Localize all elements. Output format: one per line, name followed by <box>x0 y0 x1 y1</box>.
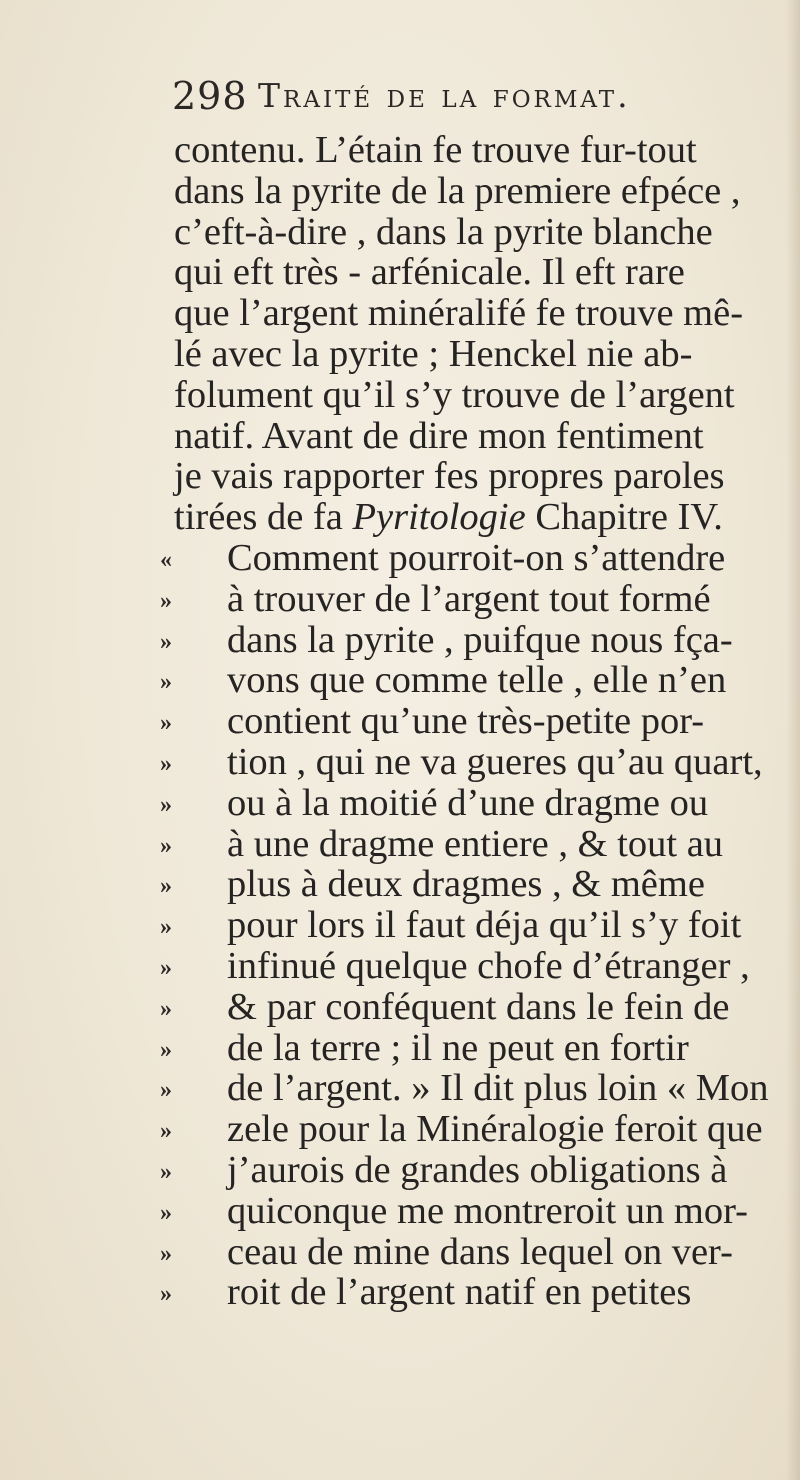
page-number: 298 <box>172 74 248 118</box>
text-line <box>0 1150 800 1191</box>
line-text-main: ceau de mine dans lequel on ver- <box>227 1230 733 1273</box>
running-header <box>172 66 772 130</box>
text-line <box>0 1028 800 1069</box>
line-text-main: pour lors il faut déja qu’il s’y foit <box>227 904 742 947</box>
line-text <box>227 987 729 1028</box>
text-line <box>0 987 800 1028</box>
quotation-mark: » <box>160 710 172 737</box>
line-text <box>227 538 725 579</box>
line-text-main: tirées de fa <box>174 496 353 539</box>
line-text-main: c’eft-à-dire , dans la pyrite blanche <box>174 210 713 253</box>
line-text <box>174 497 723 538</box>
text-line <box>0 1068 800 1109</box>
text-line <box>0 1109 800 1150</box>
line-text <box>227 905 741 946</box>
line-text <box>174 375 735 416</box>
line-text-main: de l’argent. » Il dit plus loin « Mon <box>227 1067 769 1110</box>
text-line <box>0 416 800 457</box>
line-text <box>227 1272 691 1313</box>
line-text-main: que l’argent minéralifé fe trouve mê- <box>174 292 744 335</box>
quotation-mark: » <box>160 750 172 777</box>
line-text-main: Comment pourroit-on s’attendre <box>227 536 726 579</box>
line-text-main: j’aurois de grandes obligations à <box>227 1148 728 1191</box>
text-line <box>0 905 800 946</box>
line-text <box>227 824 723 865</box>
text-line <box>0 497 800 538</box>
line-text-main: infinué quelque chofe d’étranger , <box>227 944 750 987</box>
line-text-main: natif. Avant de dire mon fentiment <box>174 414 704 457</box>
line-text-main: ou à la moitié d’une dragme ou <box>227 781 709 824</box>
line-text <box>227 783 708 824</box>
text-line <box>0 252 800 293</box>
quotation-mark: » <box>160 873 172 900</box>
line-text-main: à une dragme entiere , & tout au <box>227 822 724 865</box>
text-line <box>0 456 800 497</box>
text-line <box>0 538 800 579</box>
text-line <box>0 171 800 212</box>
line-text-main: lé avec la pyrite ; Henckel nie ab- <box>174 332 693 375</box>
text-line <box>0 946 800 987</box>
quotation-mark: » <box>160 1036 172 1063</box>
line-text <box>174 334 692 375</box>
line-text-tail: Chapitre IV. <box>525 496 723 539</box>
line-text <box>227 742 763 783</box>
line-text <box>174 416 704 457</box>
text-line <box>0 293 800 334</box>
body-text <box>0 130 800 1313</box>
quotation-mark: » <box>160 791 172 818</box>
text-line <box>0 130 800 171</box>
line-text <box>174 212 713 253</box>
line-text <box>227 660 726 701</box>
text-line <box>0 660 800 701</box>
text-line <box>0 824 800 865</box>
book-title-italic: Pyritologie <box>352 496 526 539</box>
line-text-main: & par conféquent dans le fein de <box>227 985 730 1028</box>
line-text-main: à trouver de l’argent tout formé <box>227 577 711 620</box>
text-line <box>0 1232 800 1273</box>
line-text-main: contenu. L’étain fe trouve fur-tout <box>174 129 697 171</box>
line-text <box>227 1028 689 1069</box>
line-text <box>174 171 741 212</box>
text-line <box>0 742 800 783</box>
line-text <box>174 293 743 334</box>
text-line <box>0 1272 800 1313</box>
line-text <box>227 1109 763 1150</box>
text-line <box>0 375 800 416</box>
text-line <box>0 620 800 661</box>
text-line <box>0 212 800 253</box>
line-text-main: dans la pyrite de la premiere efpéce , <box>174 169 741 212</box>
line-text-main: roit de l’argent natif en petites <box>227 1271 692 1314</box>
text-line <box>0 579 800 620</box>
line-text <box>227 1068 768 1109</box>
line-text <box>227 946 750 987</box>
quotation-mark: » <box>160 1240 172 1267</box>
line-text-main: de la terre ; il ne peut en fortir <box>227 1026 689 1069</box>
quotation-mark: » <box>160 587 172 614</box>
quotation-mark: » <box>160 1199 172 1226</box>
line-text <box>174 130 697 171</box>
quotation-mark: » <box>160 1158 172 1185</box>
line-text <box>227 579 711 620</box>
text-line <box>0 701 800 742</box>
line-text-main: plus à deux dragmes , & même <box>227 863 705 906</box>
line-text <box>227 701 704 742</box>
line-text <box>227 864 705 905</box>
text-line <box>0 864 800 905</box>
line-text <box>227 1191 748 1232</box>
line-text-main: quiconque me montreroit un mor- <box>227 1189 748 1232</box>
text-line <box>0 334 800 375</box>
line-text-main: dans la pyrite , puifque nous fça- <box>227 618 733 661</box>
quotation-mark: » <box>160 669 172 696</box>
quotation-mark: » <box>160 832 172 859</box>
line-text-main: folument qu’il s’y trouve de l’argent <box>174 373 735 416</box>
quotation-mark: » <box>160 628 172 655</box>
quotation-mark: » <box>160 995 172 1022</box>
line-text-main: contient qu’une très-petite por- <box>227 700 705 743</box>
line-text <box>227 1232 733 1273</box>
line-text <box>174 252 685 293</box>
quotation-mark: « <box>160 546 172 573</box>
quotation-mark: » <box>160 1118 172 1145</box>
line-text <box>174 456 725 497</box>
line-text <box>227 620 733 661</box>
text-line <box>0 1191 800 1232</box>
quotation-mark: » <box>160 1281 172 1308</box>
line-text-main: zele pour la Minéralogie feroit que <box>227 1108 763 1151</box>
line-text-main: vons que comme telle , elle n’en <box>227 659 727 702</box>
running-title: Traité de la format. <box>258 76 631 115</box>
quotation-mark: » <box>160 1077 172 1104</box>
quotation-mark: » <box>160 954 172 981</box>
line-text <box>227 1150 727 1191</box>
line-text-main: tion , qui ne va gueres qu’au quart, <box>227 740 763 783</box>
line-text-main: je vais rapporter fes propres paroles <box>174 455 725 498</box>
quotation-mark: » <box>160 914 172 941</box>
line-text-main: qui eft très - arfénicale. Il eft rare <box>174 251 685 294</box>
text-line <box>0 783 800 824</box>
